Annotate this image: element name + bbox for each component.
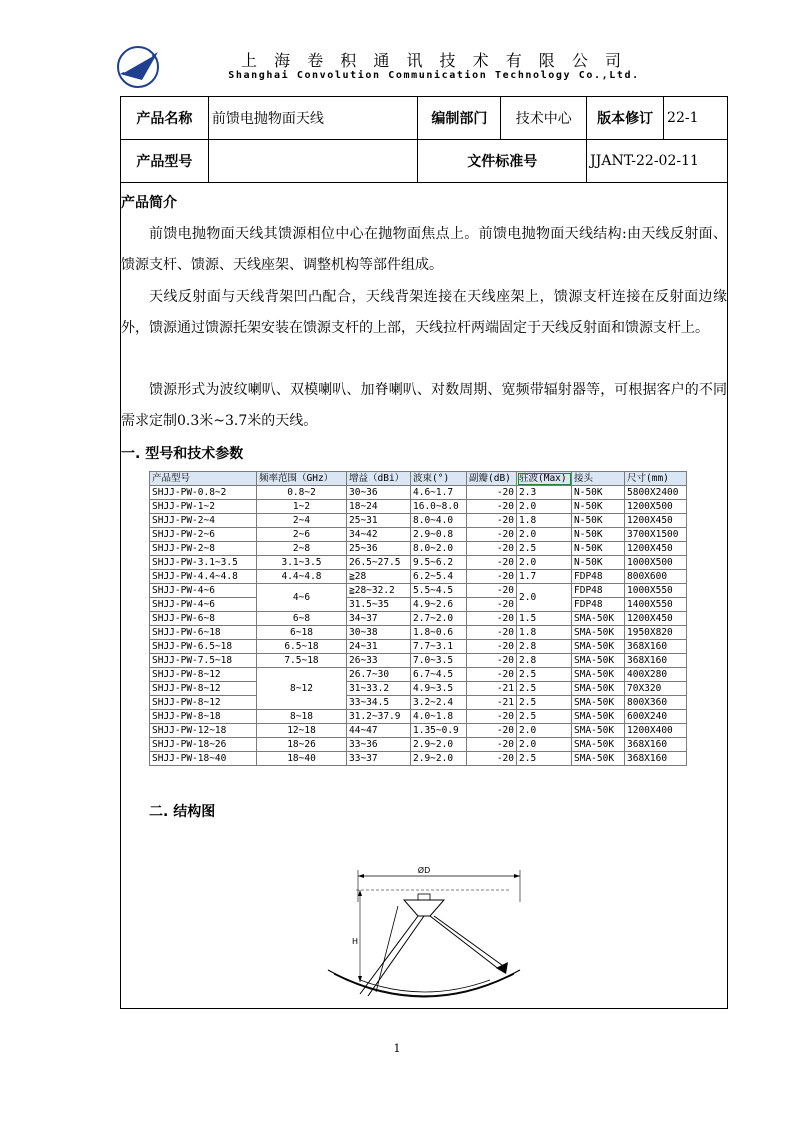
table-cell: 1.8~0.6 <box>411 626 467 640</box>
table-cell: SHJJ-PW-2~4 <box>150 514 257 528</box>
company-name-en: Shanghai Convolution Communication Technology Co.,Ltd. <box>228 70 640 81</box>
table-cell: 368X160 <box>625 654 687 668</box>
table-cell: 2.5 <box>517 696 572 710</box>
table-row <box>150 696 687 710</box>
table-cell: -20 <box>467 584 517 598</box>
table-cell: SHJJ-PW-3.1~3.5 <box>150 556 257 570</box>
intro-title: 产品简介 <box>121 195 177 211</box>
col-header-gain: 增益（dBi） <box>347 472 411 486</box>
table-cell: -20 <box>467 668 517 682</box>
table-row <box>150 654 687 668</box>
model-label: 产品型号 <box>121 140 209 183</box>
table-cell: 368X160 <box>625 640 687 654</box>
table-cell: 31.5~35 <box>347 598 411 612</box>
table-cell: 18~26 <box>257 738 347 752</box>
table-cell: 2~6 <box>257 528 347 542</box>
table-cell: 2.9~2.0 <box>411 752 467 766</box>
table-cell: 1.8 <box>517 514 572 528</box>
table-cell: 368X160 <box>625 738 687 752</box>
table-cell: 2.5 <box>517 682 572 696</box>
spec-table <box>149 471 687 766</box>
table-cell: 3700X1500 <box>625 528 687 542</box>
table-row <box>150 612 687 626</box>
table-cell: 2.8 <box>517 640 572 654</box>
table-cell: 1000X550 <box>625 584 687 598</box>
table-cell: 24~31 <box>347 640 411 654</box>
section-1-title: 一. 型号和技术参数 <box>121 446 244 462</box>
intro-paragraph-1: 前馈电抛物面天线其馈源相位中心在抛物面焦点上。前馈电抛物面天线结构:由天线反射面、馈源支杆、馈源、天线座架、调整机构等部件组成。 <box>121 226 727 273</box>
table-cell: 6~18 <box>257 626 347 640</box>
table-cell: FDP48 <box>572 584 625 598</box>
intro-paragraph-3: 馈源形式为波纹喇叭、双模喇叭、加脊喇叭、对数周期、宽频带辐射器等，可根据客户的不同需求定制0.3米~3.7米的天线。 <box>121 382 727 429</box>
table-row <box>150 542 687 556</box>
section-2-title: 二. 结构图 <box>149 804 216 820</box>
table-cell: SHJJ-PW-6.5~18 <box>150 640 257 654</box>
table-row <box>150 724 687 738</box>
table-cell: 34~42 <box>347 528 411 542</box>
product-name-label: 产品名称 <box>121 97 209 140</box>
table-cell: N-50K <box>572 542 625 556</box>
table-row <box>150 738 687 752</box>
table-row <box>150 752 687 766</box>
table-cell: 6.5~18 <box>257 640 347 654</box>
product-info-table <box>120 96 728 183</box>
table-cell: 1200X450 <box>625 514 687 528</box>
table-cell: SMA-50K <box>572 640 625 654</box>
table-cell: -20 <box>467 710 517 724</box>
table-cell: SMA-50K <box>572 752 625 766</box>
table-cell: 4~6 <box>257 584 347 612</box>
table-cell: SMA-50K <box>572 668 625 682</box>
table-cell: 8.0~2.0 <box>411 542 467 556</box>
table-cell: SMA-50K <box>572 724 625 738</box>
table-cell: 1~2 <box>257 500 347 514</box>
table-cell: 2.0 <box>517 556 572 570</box>
table-cell: SHJJ-PW-2~6 <box>150 528 257 542</box>
table-cell: SMA-50K <box>572 696 625 710</box>
table-cell: 6.2~5.4 <box>411 570 467 584</box>
table-cell: SHJJ-PW-8~18 <box>150 710 257 724</box>
company-name-cn: 上 海 卷 积 通 讯 技 术 有 限 公 司 <box>241 51 627 70</box>
table-cell: 26.7~30 <box>347 668 411 682</box>
table-cell: 31~33.2 <box>347 682 411 696</box>
table-cell: 70X320 <box>625 682 687 696</box>
table-cell: N-50K <box>572 514 625 528</box>
table-cell: 2.0 <box>517 500 572 514</box>
doc-no-label: 文件标准号 <box>418 140 587 183</box>
table-cell: -20 <box>467 570 517 584</box>
table-cell: -20 <box>467 514 517 528</box>
intro-paragraph-2: 天线反射面与天线背架凹凸配合，天线背架连接在天线座架上，馈源支杆连接在反射面边缘外，馈源通过馈源托架安装在馈源支杆的上部，天线拉杆两端固定于天线反射面和馈源支杆上。 <box>121 289 727 336</box>
table-cell: 1200X400 <box>625 724 687 738</box>
table-cell: 25~36 <box>347 542 411 556</box>
table-cell: N-50K <box>572 500 625 514</box>
table-cell: 2.5 <box>517 542 572 556</box>
table-cell: 800X360 <box>625 696 687 710</box>
table-cell: SHJJ-PW-0.8~2 <box>150 486 257 500</box>
doc-no-value: JJANT-22-02-11 <box>587 140 728 183</box>
table-row <box>150 710 687 724</box>
table-cell: 4.9~3.5 <box>411 682 467 696</box>
table-cell: 3.1~3.5 <box>257 556 347 570</box>
table-cell: 2.3 <box>517 486 572 500</box>
model-value <box>208 140 418 183</box>
table-cell: 1.7 <box>517 570 572 584</box>
table-row <box>150 528 687 542</box>
company-logo <box>114 44 162 90</box>
table-cell: 5.5~4.5 <box>411 584 467 598</box>
table-cell: 2.0 <box>517 528 572 542</box>
table-cell: -20 <box>467 556 517 570</box>
dept-value: 技术中心 <box>501 97 587 140</box>
structure-diagram <box>320 862 530 1007</box>
table-cell: -20 <box>467 528 517 542</box>
table-cell: -20 <box>467 626 517 640</box>
table-cell: 4.4~4.8 <box>257 570 347 584</box>
table-cell: 4.9~2.6 <box>411 598 467 612</box>
table-row <box>150 626 687 640</box>
table-row <box>150 486 687 500</box>
table-cell: SHJJ-PW-2~8 <box>150 542 257 556</box>
table-cell: SMA-50K <box>572 612 625 626</box>
table-cell: -20 <box>467 598 517 612</box>
table-cell: 2.7~2.0 <box>411 612 467 626</box>
table-cell: 7.0~3.5 <box>411 654 467 668</box>
table-cell: N-50K <box>572 486 625 500</box>
table-cell: SHJJ-PW-7.5~18 <box>150 654 257 668</box>
table-cell: 18~40 <box>257 752 347 766</box>
table-cell: -20 <box>467 486 517 500</box>
table-cell: SHJJ-PW-6~18 <box>150 626 257 640</box>
table-cell: 800X600 <box>625 570 687 584</box>
table-cell: 2.5 <box>517 668 572 682</box>
table-cell: SMA-50K <box>572 682 625 696</box>
table-cell: 25~31 <box>347 514 411 528</box>
table-cell: 1200X450 <box>625 542 687 556</box>
table-cell: 5800X2400 <box>625 486 687 500</box>
table-cell: 33~37 <box>347 752 411 766</box>
table-cell: SHJJ-PW-18~40 <box>150 752 257 766</box>
revision-value: 22-1 <box>664 97 728 140</box>
table-cell: 9.5~6.2 <box>411 556 467 570</box>
table-cell: 1200X450 <box>625 612 687 626</box>
table-cell: ≧28 <box>347 570 411 584</box>
table-row <box>150 668 687 682</box>
table-cell: ≧28~32.2 <box>347 584 411 598</box>
product-name-value: 前馈电抛物面天线 <box>208 97 418 140</box>
height-label: H <box>352 937 359 946</box>
table-cell: 7.7~3.1 <box>411 640 467 654</box>
table-cell: SMA-50K <box>572 654 625 668</box>
table-cell: 30~36 <box>347 486 411 500</box>
dept-label: 编制部门 <box>418 97 501 140</box>
table-cell: 1.8 <box>517 626 572 640</box>
table-cell: 18~24 <box>347 500 411 514</box>
table-cell: -20 <box>467 640 517 654</box>
table-cell: 2~8 <box>257 542 347 556</box>
table-cell: 1400X550 <box>625 598 687 612</box>
table-cell: SMA-50K <box>572 626 625 640</box>
page-number: 1 <box>393 1042 401 1055</box>
table-cell: SHJJ-PW-18~26 <box>150 738 257 752</box>
table-cell: FDP48 <box>572 598 625 612</box>
table-cell: 400X280 <box>625 668 687 682</box>
table-cell: -20 <box>467 738 517 752</box>
table-cell: -20 <box>467 752 517 766</box>
table-cell: 2.9~0.8 <box>411 528 467 542</box>
table-cell: SHJJ-PW-1~2 <box>150 500 257 514</box>
table-cell: 30~38 <box>347 626 411 640</box>
table-cell: 8~18 <box>257 710 347 724</box>
table-cell: SHJJ-PW-8~12 <box>150 696 257 710</box>
table-cell: -20 <box>467 654 517 668</box>
table-row <box>150 640 687 654</box>
table-cell: -20 <box>467 724 517 738</box>
table-cell: SHJJ-PW-6~8 <box>150 612 257 626</box>
table-cell: SHJJ-PW-4~6 <box>150 584 257 598</box>
table-cell: 2.5 <box>517 752 572 766</box>
table-cell: SMA-50K <box>572 738 625 752</box>
table-row <box>150 682 687 696</box>
col-header-size: 尺寸(mm) <box>625 472 687 486</box>
table-cell: 2.0 <box>517 738 572 752</box>
table-cell: N-50K <box>572 556 625 570</box>
table-cell: SHJJ-PW-4~6 <box>150 598 257 612</box>
table-cell: 1.35~0.9 <box>411 724 467 738</box>
table-cell: -20 <box>467 542 517 556</box>
table-cell: 2.8 <box>517 654 572 668</box>
table-cell: 33~34.5 <box>347 696 411 710</box>
table-cell: 2.9~2.0 <box>411 738 467 752</box>
table-row <box>150 500 687 514</box>
table-cell: 26.5~27.5 <box>347 556 411 570</box>
table-row <box>150 514 687 528</box>
table-row <box>150 584 687 598</box>
col-header-connector: 接头 <box>572 472 625 486</box>
table-row <box>150 570 687 584</box>
table-cell: 1.5 <box>517 612 572 626</box>
col-header-freq: 频率范围（GHz） <box>257 472 347 486</box>
table-cell: N-50K <box>572 528 625 542</box>
table-cell: 3.2~2.4 <box>411 696 467 710</box>
col-header-beam: 波束(°) <box>411 472 467 486</box>
table-cell: 44~47 <box>347 724 411 738</box>
table-cell: 12~18 <box>257 724 347 738</box>
table-cell: 2.5 <box>517 710 572 724</box>
table-cell: 600X240 <box>625 710 687 724</box>
table-cell: 7.5~18 <box>257 654 347 668</box>
col-header-sidelobe: 副瓣(dB) <box>467 472 517 486</box>
table-cell: -20 <box>467 612 517 626</box>
table-cell: -20 <box>467 500 517 514</box>
table-cell: 16.0~8.0 <box>411 500 467 514</box>
table-cell: 2.0 <box>517 724 572 738</box>
table-cell: 31.2~37.9 <box>347 710 411 724</box>
table-cell: 368X160 <box>625 752 687 766</box>
table-cell: 1950X820 <box>625 626 687 640</box>
col-header-vswr: 驻波(Max) <box>517 472 572 486</box>
table-cell: -21 <box>467 696 517 710</box>
table-cell: 26~33 <box>347 654 411 668</box>
table-cell: SHJJ-PW-8~12 <box>150 682 257 696</box>
table-cell: SHJJ-PW-12~18 <box>150 724 257 738</box>
table-cell: 8.0~4.0 <box>411 514 467 528</box>
spec-header-row <box>150 472 687 486</box>
table-cell: 34~37 <box>347 612 411 626</box>
table-cell: 8~12 <box>257 668 347 710</box>
table-cell: SHJJ-PW-4.4~4.8 <box>150 570 257 584</box>
table-cell: 33~36 <box>347 738 411 752</box>
diameter-label: ØD <box>417 866 431 875</box>
table-cell: SHJJ-PW-8~12 <box>150 668 257 682</box>
table-cell: 0.8~2 <box>257 486 347 500</box>
table-cell: 1200X500 <box>625 500 687 514</box>
table-cell: 6.7~4.5 <box>411 668 467 682</box>
table-cell: FDP48 <box>572 570 625 584</box>
table-row <box>150 556 687 570</box>
table-cell: 4.0~1.8 <box>411 710 467 724</box>
table-cell: SMA-50K <box>572 710 625 724</box>
table-cell: 6~8 <box>257 612 347 626</box>
table-row <box>150 598 687 612</box>
revision-label: 版本修订 <box>587 97 664 140</box>
table-cell: 1000X500 <box>625 556 687 570</box>
table-cell: 2~4 <box>257 514 347 528</box>
table-cell: 2.0 <box>517 584 572 612</box>
table-cell: 4.6~1.7 <box>411 486 467 500</box>
col-header-model: 产品型号 <box>150 472 257 486</box>
table-cell: -21 <box>467 682 517 696</box>
